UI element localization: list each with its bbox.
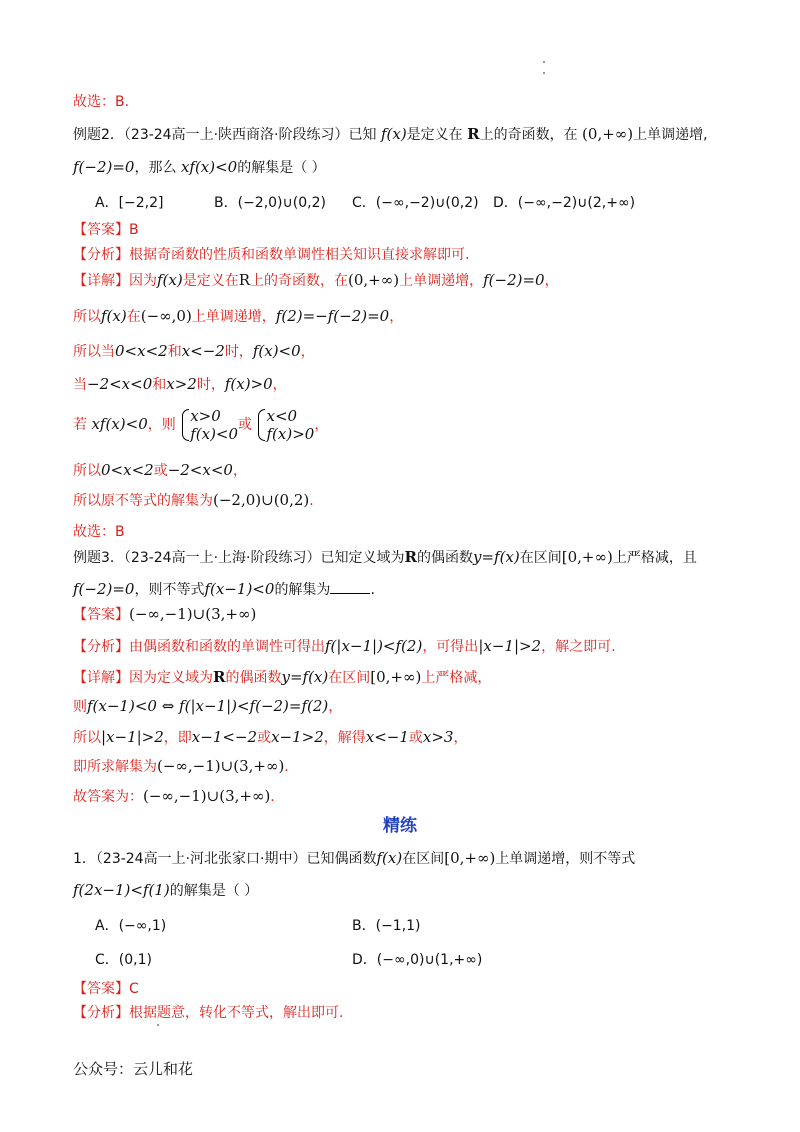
choice-line: 故选：B (73, 524, 125, 540)
system-1: x>0 f(x)<0 (180, 407, 238, 443)
answer3-line: 【答案】(−∞,−1)∪(3,+∞) (73, 605, 257, 623)
practice-option-d: D．(−∞,0)∪(1,+∞) (352, 952, 483, 968)
so-line-4: 所以原不等式的解集为(−2,0)∪(0,2). (73, 491, 314, 509)
detail3-line: 【详解】因为定义域为R的偶函数y=f(x)在区间[0,+∞)上严格减， (73, 668, 492, 686)
answer-line: 故选：B. (73, 94, 130, 110)
analysis-line: 【分析】根据奇函数的性质和函数单调性相关知识直接求解即可. (73, 247, 470, 263)
example3-question: 例题3．（23-24高一上·上海·阶段练习）已知定义域为R的偶函数y=f(x)在区间[0,+∞)上严格减，且 (73, 548, 697, 566)
option-d: D．(−∞,−2)∪(2,+∞) (493, 195, 636, 211)
option-a: A．[−2,2] (95, 195, 164, 211)
footer-text: 公众号：云儿和花 (73, 1060, 194, 1078)
decorative-dot (543, 61, 545, 63)
option-b: B．(−2,0)∪(0,2) (214, 195, 326, 211)
so-line-3: 所以0<x<2或−2<x<0， (73, 461, 247, 479)
answer-label: 【答案】B (73, 222, 139, 238)
so-line-1: 所以f(x)在(−∞,0)上单调递增，f(2)=−f(−2)=0， (73, 307, 404, 325)
if-line: 若 xf(x)<0，则 x>0 f(x)<0 或 x<0 f(x)>0 ， (73, 407, 329, 443)
practice-option-b: B．(−1,1) (352, 918, 421, 934)
final-answer-line: 故答案为：(−∞,−1)∪(3,+∞). (73, 787, 275, 805)
decorative-dot (543, 72, 545, 74)
then-line: 则f(x−1)<0 ⇔ f(|x−1|)<f(−2)=f(2)， (73, 697, 343, 715)
section-title: 精练 (383, 816, 417, 836)
example2-question: 例题2．（23-24高一上·陕西商洛·阶段练习）已知 f(x)是定义在 R上的奇函数，在 (0,+∞)上单调递增, (73, 125, 708, 143)
so5-line: 所以|x−1|>2，即x−1<−2或x−1>2，解得x<−1或x>3， (73, 728, 468, 746)
practice1-question-cont: f(2x−1)<f(1)的解集是（ ） (73, 881, 259, 899)
practice1-question: 1．（23-24高一上·河北张家口·期中）已知偶函数f(x)在区间[0,+∞)上单调递增，则不等式 (73, 849, 636, 867)
practice-option-c: C．(0,1) (95, 952, 152, 968)
when-line: 当−2<x<0和x>2时，f(x)>0， (73, 375, 287, 393)
practice-option-a: A．(−∞,1) (95, 918, 167, 934)
example3-question-cont: f(−2)=0，则不等式f(x−1)<0的解集为 . (73, 580, 375, 598)
solution-line: 即所求解集为(−∞,−1)∪(3,+∞). (73, 757, 289, 775)
system-2: x<0 f(x)>0 (256, 407, 314, 443)
answer4-line: 【答案】C (73, 981, 139, 997)
detail-line: 【详解】因为f(x)是定义在R上的奇函数，在(0,+∞)上单调递增，f(−2)=0， (73, 271, 559, 289)
answer-blank[interactable] (330, 581, 370, 594)
analysis4-line: 【分析】根据题意，转化不等式，解出即可. (73, 1005, 344, 1021)
so-line-2: 所以当0<x<2和x<−2时，f(x)<0， (73, 342, 315, 360)
analysis3-line: 【分析】由偶函数和函数的单调性可得出f(|x−1|)<f(2)，可得出|x−1|>2，解之即可. (73, 637, 616, 655)
option-c: C．(−∞,−2)∪(0,2) (352, 195, 479, 211)
decorative-dot (157, 1024, 159, 1026)
example2-question-cont: f(−2)=0，那么 xf(x)<0的解集是（ ） (73, 158, 326, 176)
